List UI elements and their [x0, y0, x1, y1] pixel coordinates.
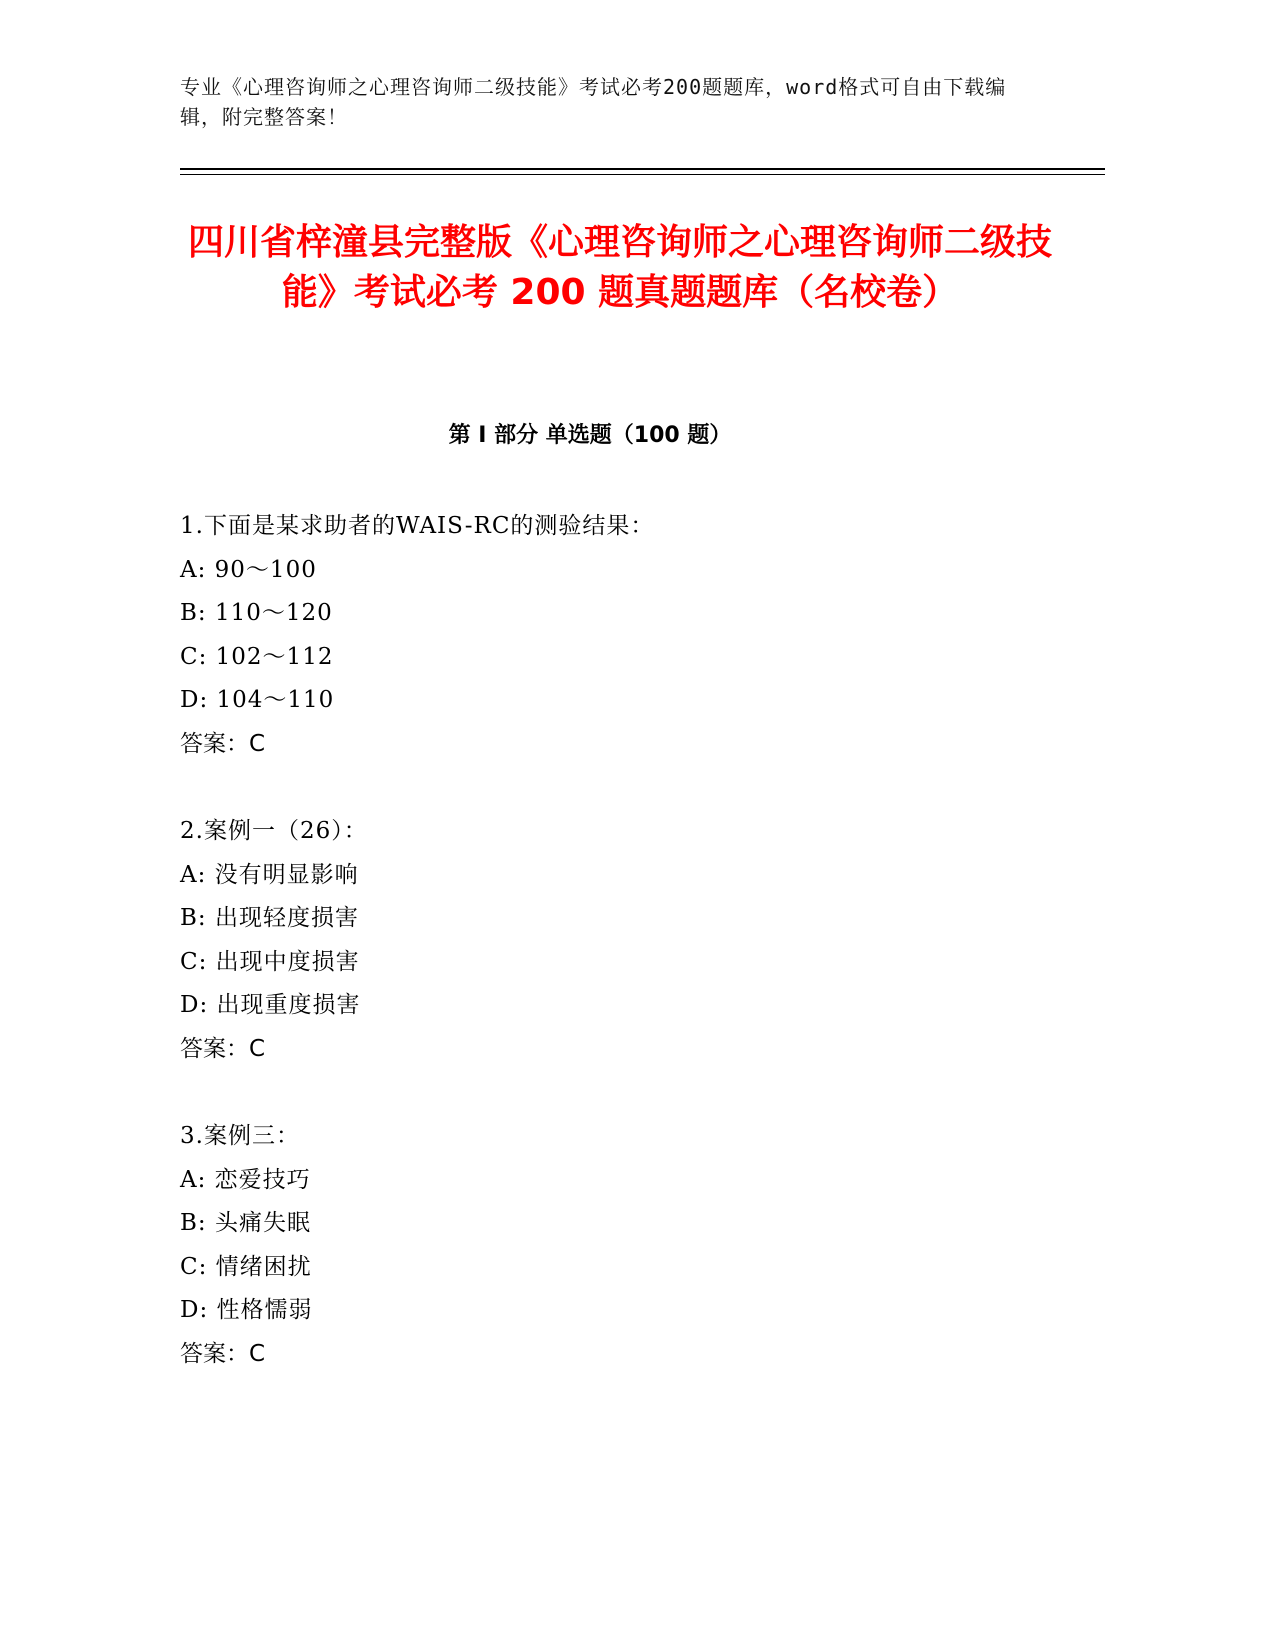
option-d: D: 出现重度损害	[180, 992, 361, 1018]
answer: 答案：C	[180, 730, 266, 757]
option-a: A: 恋爱技巧	[180, 1166, 311, 1193]
option-c: C: 情绪困扰	[180, 1253, 312, 1280]
answer: 答案：C	[180, 1340, 266, 1367]
option-d: D: 性格懦弱	[180, 1297, 313, 1323]
header-divider-thin	[180, 174, 1105, 175]
document-title: 四川省梓潼县完整版《心理咨询师之心理咨询师二级技能》考试必考 200 题真题题库（名校卷）	[187, 222, 1052, 313]
option-d: D: 104～110	[180, 687, 335, 713]
option-a: A: 90～100	[180, 556, 317, 583]
option-a: A: 没有明显影响	[180, 861, 359, 888]
question-list	[180, 505, 1080, 1420]
answer: 答案：C	[180, 1035, 266, 1062]
option-c: C: 102～112	[180, 643, 334, 670]
question-stem: 2.案例一（26）：	[180, 818, 368, 844]
option-b: B: 110～120	[180, 600, 333, 626]
question-3	[180, 1115, 1080, 1376]
question-stem: 3.案例三：	[180, 1123, 300, 1149]
intro-text: 专业《心理咨询师之心理咨询师二级技能》考试必考200题题库，word格式可自由下载编辑，附完整答案！	[180, 75, 1007, 129]
question-stem: 1.下面是某求助者的WAIS-RC的测验结果：	[180, 513, 655, 539]
question-2	[180, 810, 1080, 1071]
option-c: C: 出现中度损害	[180, 948, 360, 975]
header-divider-thick	[180, 168, 1105, 170]
question-1	[180, 505, 1080, 766]
option-b: B: 头痛失眠	[180, 1210, 311, 1236]
section-heading: 第 I 部分 单选题（100 题）	[448, 423, 732, 448]
option-b: B: 出现轻度损害	[180, 905, 359, 931]
